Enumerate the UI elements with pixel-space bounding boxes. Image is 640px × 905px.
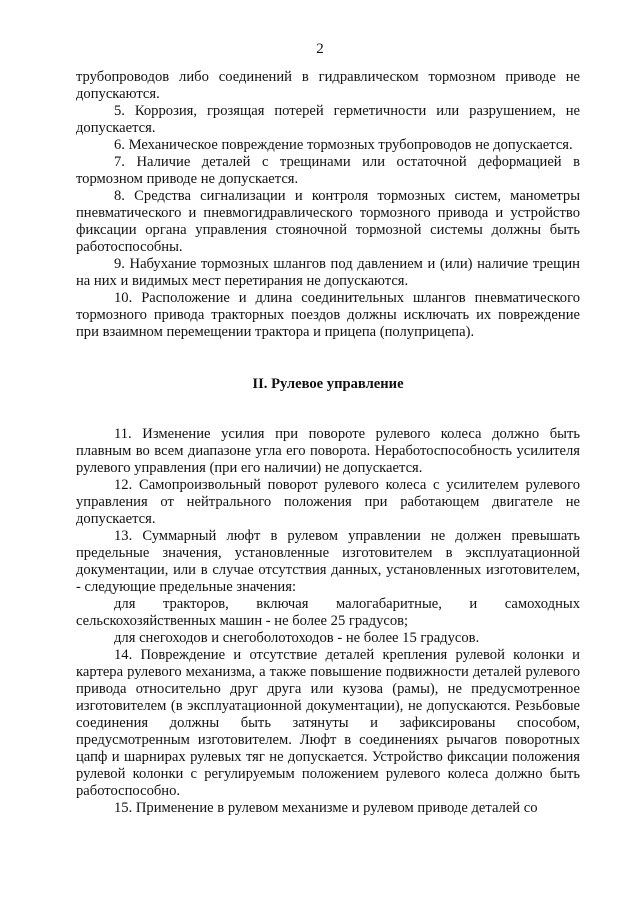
paragraph-8: 8. Средства сигнализации и контроля тормозных систем, манометры пневматического и пневмогидравлического тормозного привода и устройство фиксации органа управления стояночной тормозной системы должны быть работоспособны. [76, 188, 580, 255]
list-item-tractors: для тракторов, включая малогабаритные, и самоходных [114, 596, 580, 612]
page-number: 2 [316, 41, 324, 57]
section-heading: II. Рулевое управление [252, 376, 404, 392]
paragraph-9: 9. Набухание тормозных шлангов под давлением и (или) наличие трещин на них и видимых мест перетирания не допускаются. [76, 256, 580, 289]
list-item-tractors-continuation: сельскохозяйственных машин - не более 25 градусов; [76, 613, 409, 629]
list-item-snowmobiles: для снегоходов и снегоболотоходов - не более 15 градусов. [114, 630, 480, 646]
paragraph-5: 5. Коррозия, грозящая потерей герметичности или разрушением, не допускается. [76, 103, 580, 136]
paragraph-11: 11. Изменение усилия при повороте рулевого колеса должно быть плавным во всем диапазоне угла его поворота. Неработоспособность усилителя рулевого управления (при его наличии) не допускается. [76, 426, 580, 476]
paragraph-14: 14. Повреждение и отсутствие деталей крепления рулевой колонки и картера рулевого механизма, а также повышение подвижности деталей рулевого привода относительно друг друга или кузова (рамы), не предусмотренное изготовителем (в эксплуатационной документации), не допускаются. Резьбовые соединения должны быть затянуты и зафиксированы способом, предусмотренным изготовителем. Люфт в соединениях рычагов поворотных цапф и шарнирах рулевых тяг не допускается. Устройство фиксации положения рулевой колонки с регулируемым положением рулевого колеса должно быть работоспособно. [76, 647, 580, 799]
paragraph-10: 10. Расположение и длина соединительных шлангов пневматического тормозного привода тракторных поездов должны исключать их повреждение при взаимном перемещении трактора и прицепа (полуприцепа). [76, 290, 580, 340]
paragraph-12: 12. Самопроизвольный поворот рулевого колеса с усилителем рулевого управления от нейтрального положения при работающем двигателе не допускается. [76, 477, 580, 527]
paragraph-7: 7. Наличие деталей с трещинами или остаточной деформацией в тормозном приводе не допускается. [76, 154, 580, 187]
paragraph-15: 15. Применение в рулевом механизме и рулевом приводе деталей со [114, 800, 538, 816]
document-body [76, 69, 580, 817]
paragraph-13: 13. Суммарный люфт в рулевом управлении не должен превышать предельные значения, установленные изготовителем в эксплуатационной документации, или в случае отсутствия данных, установленных изготовителем, - следующие предельные значения: [76, 528, 580, 595]
paragraph-6: 6. Механическое повреждение тормозных трубопроводов не допускается. [114, 137, 573, 153]
paragraph-continuation: трубопроводов либо соединений в гидравлическом тормозном приводе не допускаются. [76, 69, 580, 102]
